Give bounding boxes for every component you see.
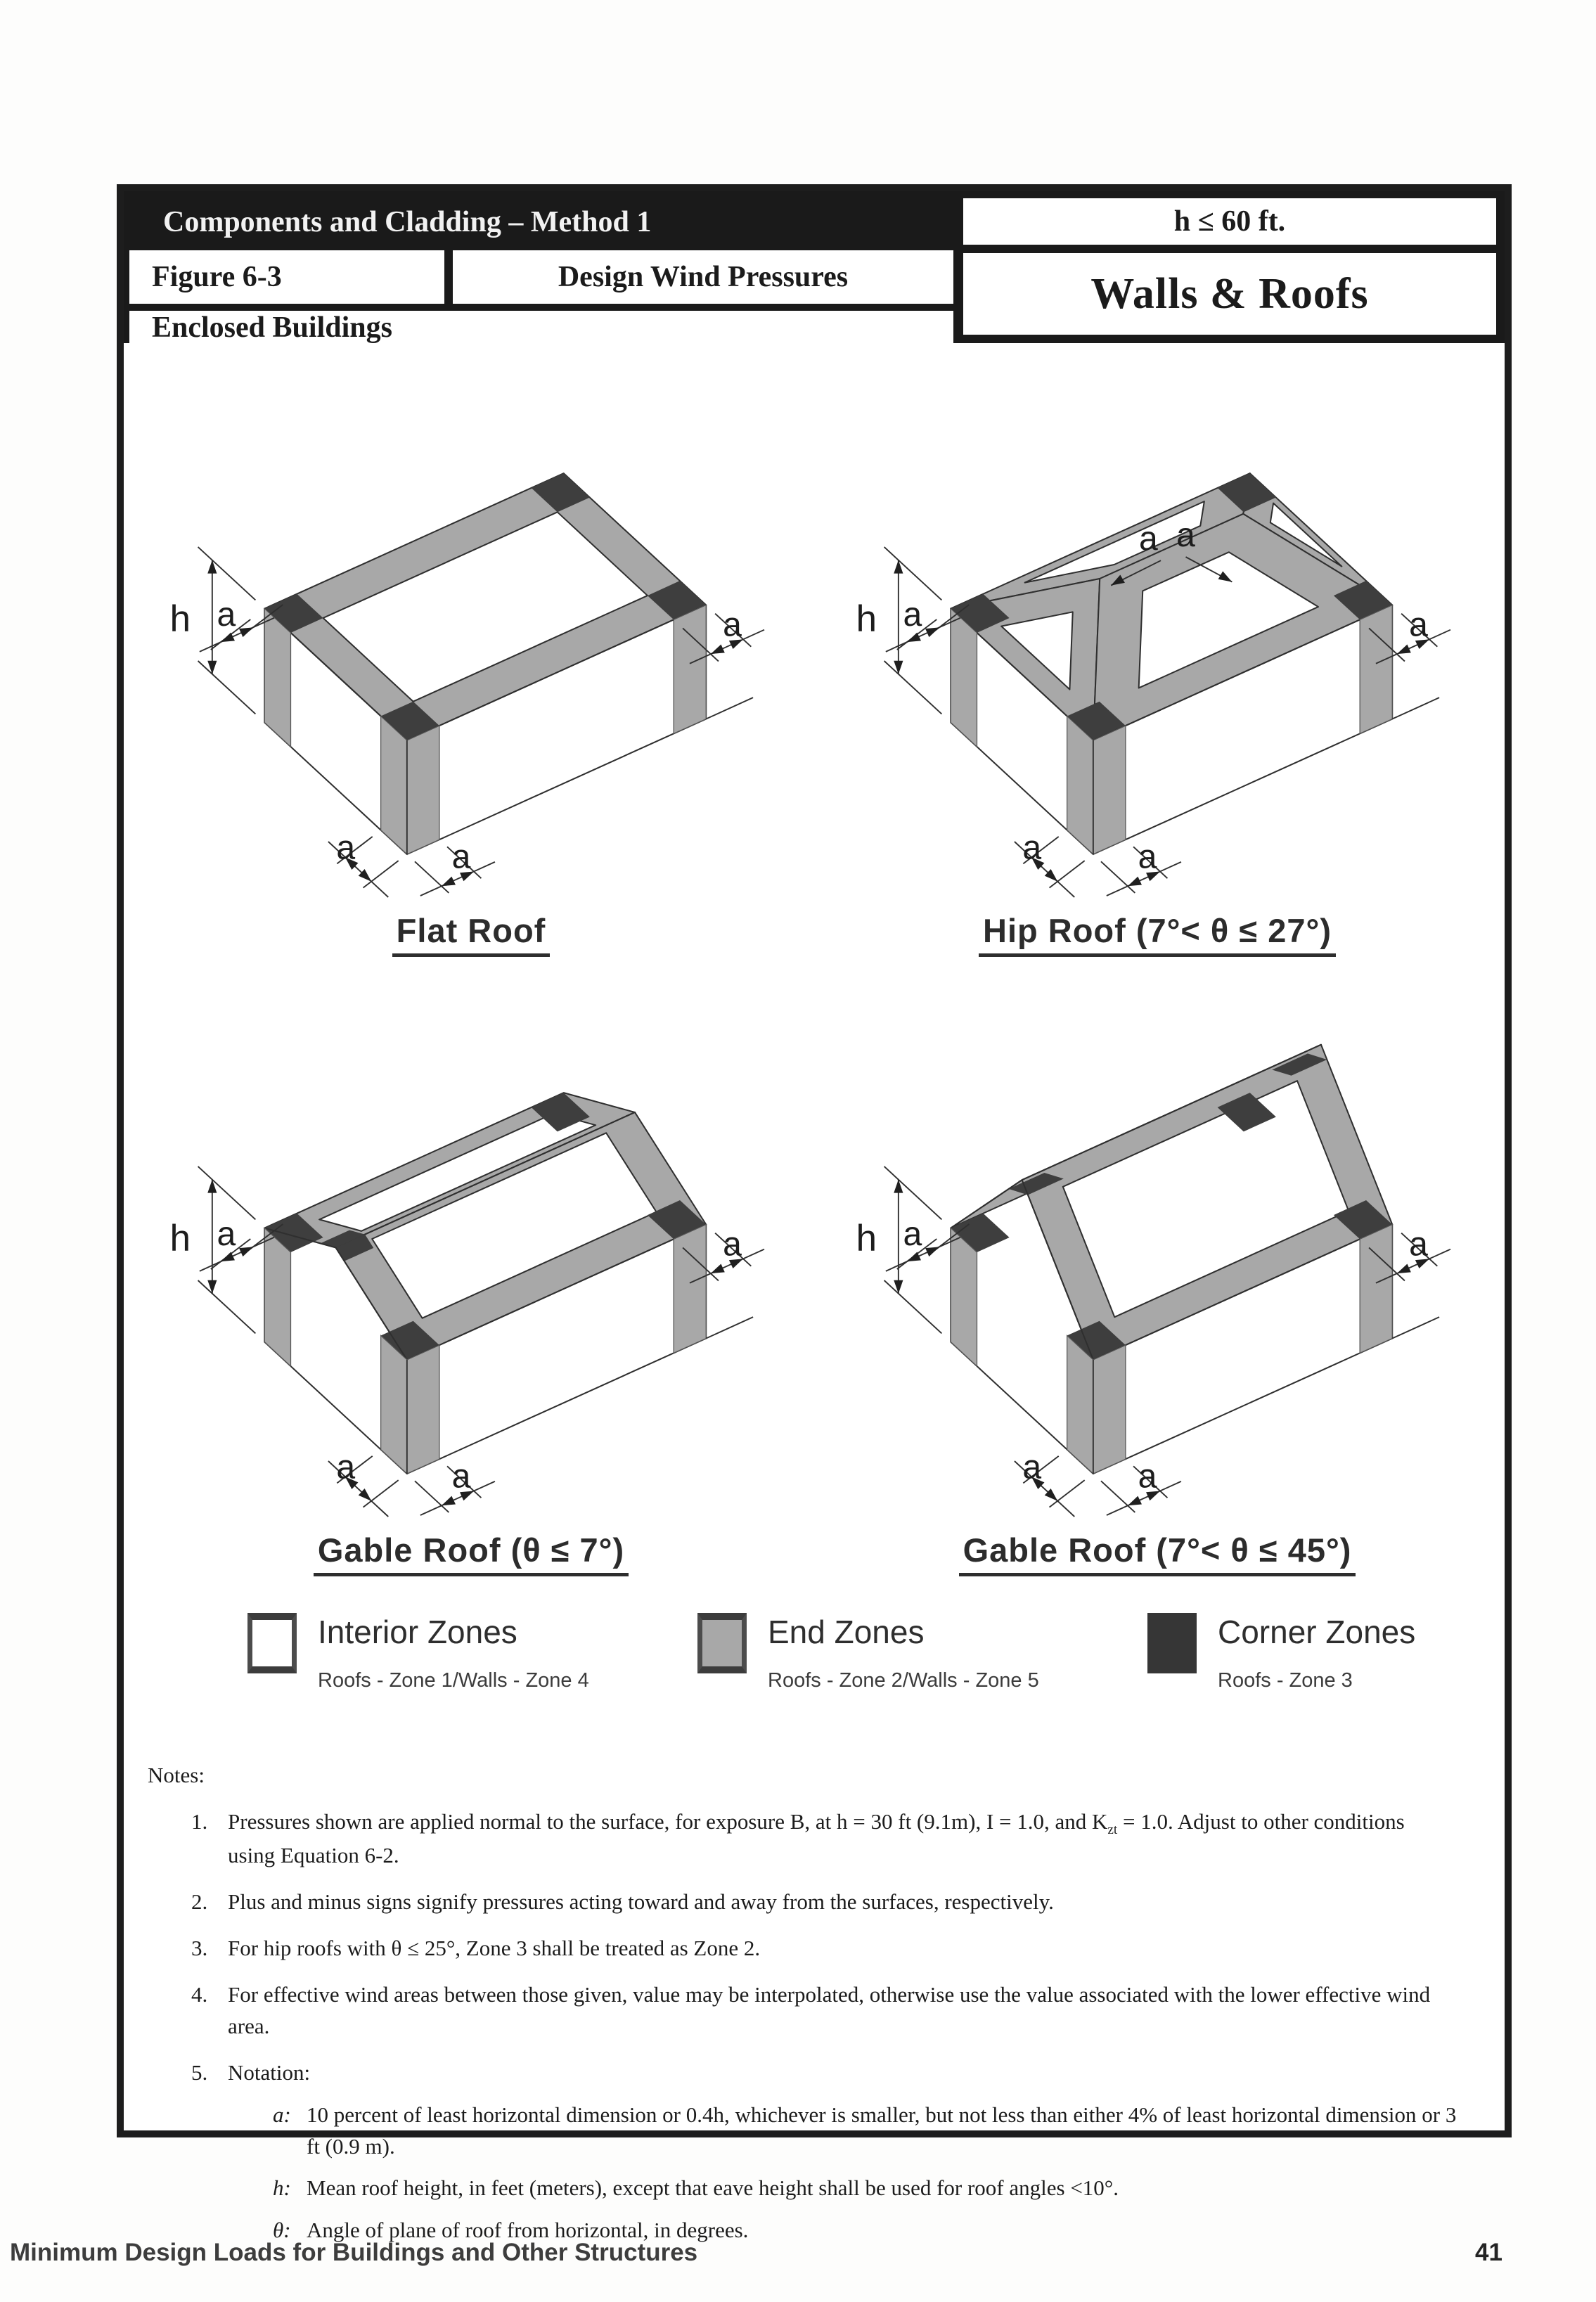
figure-header-row2 [129, 250, 953, 304]
legend-text-interior [318, 1613, 589, 1692]
svg-text:a: a [451, 1457, 471, 1496]
svg-text:a: a [723, 605, 742, 644]
svg-text:h: h [169, 598, 191, 640]
page-number: 41 [1475, 2239, 1502, 2266]
note-number: 1. [191, 1808, 208, 1834]
note-item-5 [148, 2057, 1458, 2089]
svg-text:a: a [1138, 519, 1158, 558]
notation-row-a [273, 2100, 1458, 2163]
height-limit-label: h ≤ 60 ft. [963, 198, 1496, 245]
svg-text:a: a [1409, 605, 1428, 644]
svg-text:a: a [336, 1448, 356, 1486]
note-text: For hip roofs with θ ≤ 25°, Zone 3 shall be treated as Zone 2. [228, 1935, 761, 1960]
note-item-4 [148, 1979, 1458, 2043]
legend-detail: Roofs - Zone 1/Walls - Zone 4 [318, 1669, 589, 1692]
svg-text:a: a [903, 1215, 922, 1254]
note-1-pre: Pressures shown are applied normal to the surface, for exposure B, at h = 30 ft (9.1m), I = 1.0, and K [228, 1808, 1108, 1834]
flat-roof-diagram [150, 356, 792, 911]
svg-text:a: a [1409, 1225, 1428, 1263]
svg-text:a: a [217, 1215, 236, 1254]
svg-text:a: a [336, 828, 356, 867]
svg-text:a: a [1022, 1448, 1042, 1486]
svg-text:a: a [903, 596, 922, 634]
svg-text:a: a [1022, 828, 1042, 867]
note-number: 2. [191, 1889, 208, 1914]
legend-item-corner-zones [1147, 1613, 1596, 1692]
legend-detail: Roofs - Zone 3 [1218, 1669, 1353, 1692]
diagram-cell-gable-steep [814, 972, 1500, 1592]
note-text: Notation: [228, 2059, 311, 2085]
figure-number-label: Figure 6-3 [129, 250, 444, 304]
legend-text-corner [1218, 1613, 1415, 1692]
note-text [228, 1806, 1458, 1872]
legend-name: Corner Zones [1218, 1614, 1416, 1650]
zone-legend [247, 1613, 1505, 1692]
note-item-2 [148, 1886, 1458, 1918]
diagram-cell-flat-roof [128, 353, 814, 972]
svg-text:a: a [1176, 515, 1195, 554]
note-1-post: = 1.0. Adjust to other conditions using Equation 6-2. [228, 1808, 1405, 1867]
end-zone-swatch-icon [697, 1613, 747, 1673]
notation-text: Mean roof height, in feet (meters), except that eave height shall be used for roof angles <10°. [307, 2175, 1119, 2201]
hip-roof-title: Hip Roof (7°< θ ≤ 27°) [979, 911, 1336, 957]
notation-text: 10 percent of least horizontal dimension or 0.4h, whichever is smaller, but not less than either 4% of least horizontal dimension or 3 ft (0.9 m). [307, 2102, 1457, 2159]
note-text: Plus and minus signs signify pressures acting toward and away from the surfaces, respectively. [228, 1889, 1054, 1914]
gable-roof-steep-title: Gable Roof (7°< θ ≤ 45°) [959, 1531, 1356, 1576]
note-number: 3. [191, 1935, 208, 1960]
note-number: 5. [191, 2059, 208, 2085]
legend-detail: Roofs - Zone 2/Walls - Zone 5 [768, 1669, 1039, 1692]
svg-text:h: h [856, 1217, 877, 1259]
diagram-cell-hip-roof [814, 353, 1500, 972]
note-1-subscript: zt [1107, 1822, 1118, 1838]
building-type-label: Enclosed Buildings [129, 311, 953, 345]
legend-item-interior-zones [247, 1613, 697, 1692]
diagram-grid [124, 343, 1505, 1592]
svg-text:a: a [451, 837, 471, 876]
notes-heading: Notes: [148, 1763, 205, 1787]
svg-text:h: h [169, 1217, 191, 1259]
svg-text:a: a [723, 1225, 742, 1263]
note-item-3 [148, 1933, 1458, 1965]
note-number: 4. [191, 1981, 208, 2007]
figure-header [124, 191, 1505, 343]
notes-section [148, 1760, 1458, 2246]
diagram-cell-gable-low [128, 972, 814, 1592]
gable-roof-low-diagram [150, 975, 792, 1531]
notation-text: Angle of plane of roof from horizontal, in degrees. [307, 2218, 749, 2243]
interior-zone-swatch-icon [247, 1613, 297, 1673]
figure-header-right [959, 191, 1505, 343]
figure-header-left [124, 191, 959, 343]
svg-text:h: h [856, 598, 877, 640]
figure-subtitle: Design Wind Pressures [453, 250, 953, 304]
figure-main-title: Components and Cladding – Method 1 [163, 206, 652, 238]
note-text: For effective wind areas between those given, value may be interpolated, otherwise use the value associated with the lower effective wind area. [228, 1981, 1431, 2038]
corner-zone-swatch-icon [1147, 1613, 1197, 1673]
figure-box [117, 184, 1512, 2243]
hip-roof-diagram [837, 356, 1478, 911]
notation-symbol: θ: [273, 2218, 291, 2243]
notation-symbol: h: [273, 2175, 291, 2201]
legend-text-end [768, 1613, 1039, 1692]
svg-text:a: a [1138, 837, 1157, 876]
note-item-1 [148, 1806, 1458, 1872]
notation-row-h [273, 2173, 1458, 2204]
legend-name: End Zones [768, 1614, 925, 1650]
legend-name: Interior Zones [318, 1614, 517, 1650]
gable-roof-steep-diagram [837, 975, 1478, 1531]
flat-roof-title: Flat Roof [392, 911, 551, 957]
notation-symbol: a: [273, 2102, 291, 2127]
notation-list [273, 2100, 1458, 2247]
gable-roof-low-title: Gable Roof (θ ≤ 7°) [314, 1531, 629, 1576]
scope-label: Walls & Roofs [963, 253, 1496, 335]
svg-text:a: a [1138, 1457, 1157, 1496]
legend-item-end-zones [697, 1613, 1147, 1692]
svg-text:a: a [217, 596, 236, 634]
book-title: Minimum Design Loads for Buildings and Other Structures [10, 2239, 698, 2266]
